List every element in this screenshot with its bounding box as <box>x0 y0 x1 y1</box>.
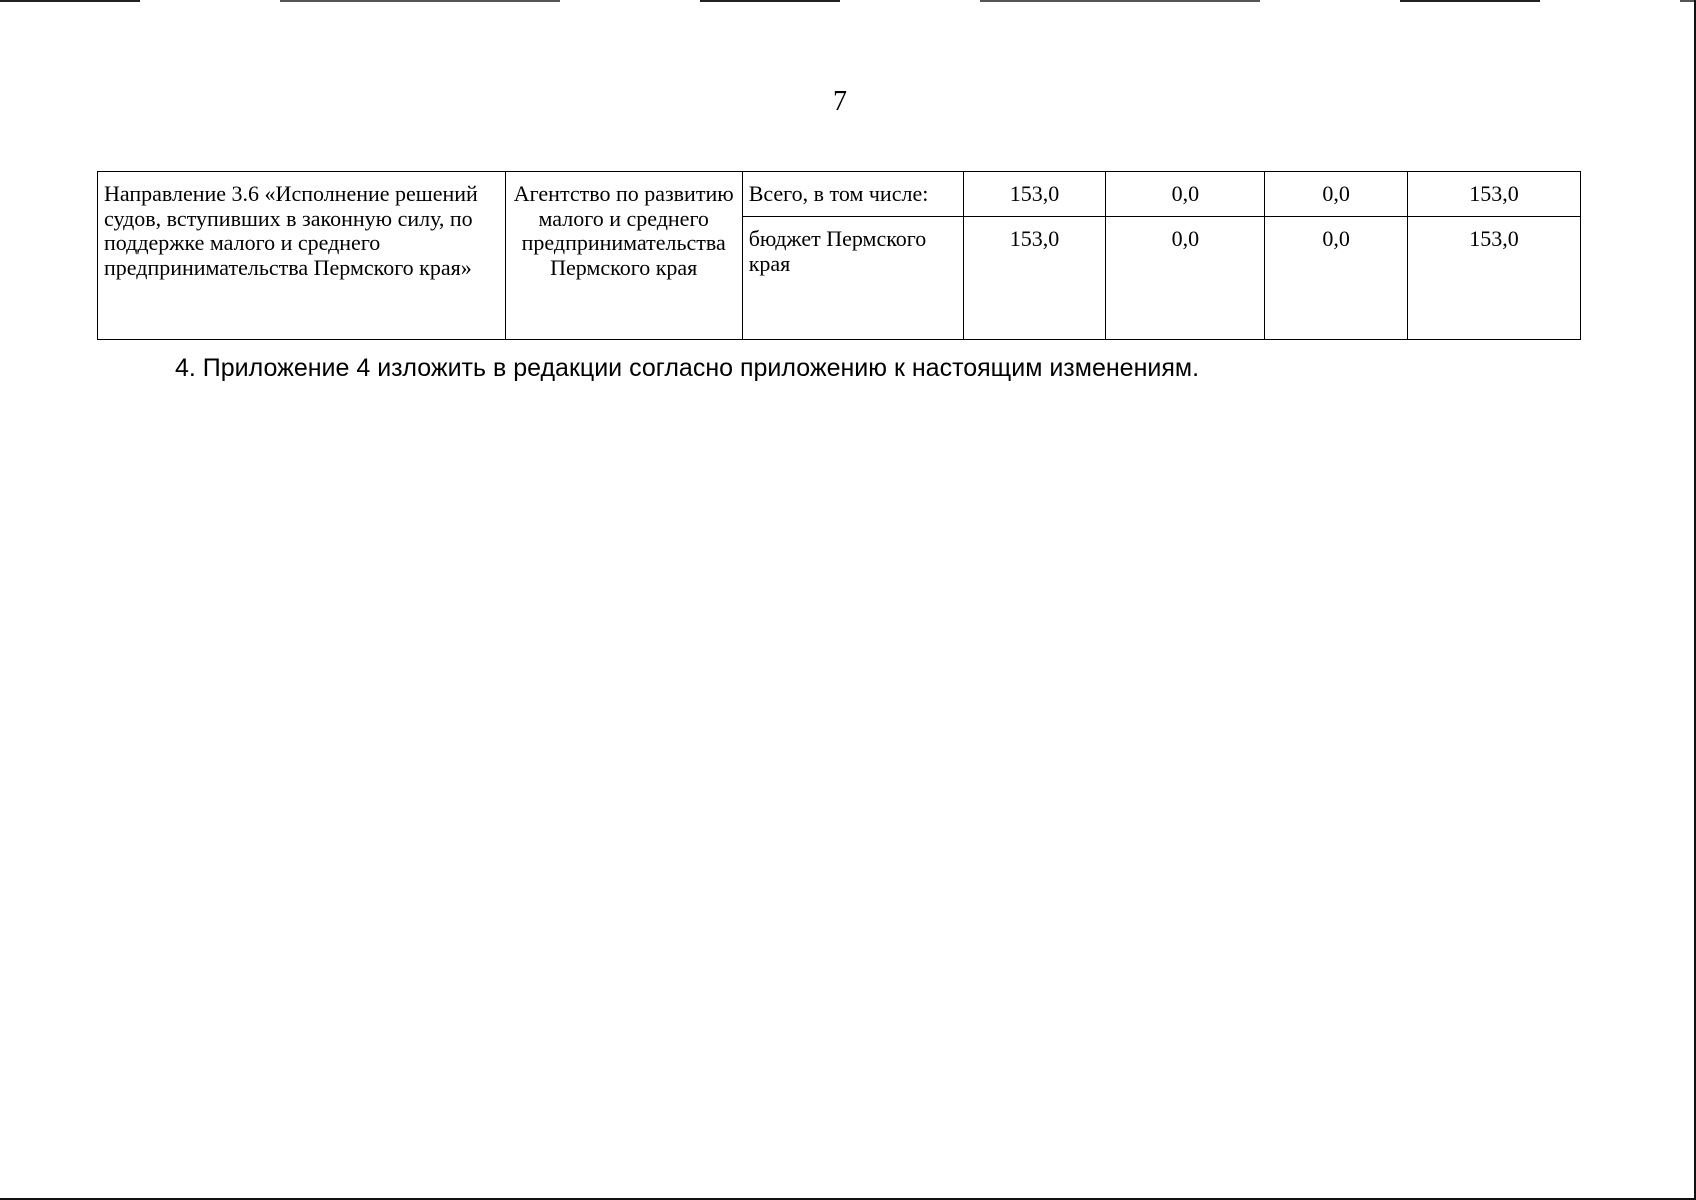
direction-cell: Направление 3.6 «Исполнение решений судов, вступивших в законную силу, по поддержке малого и среднего предпринимательства Пермского края» <box>98 172 506 340</box>
agency-cell: Агентство по развитию малого и среднего предпринимательства Пермского края <box>505 172 742 340</box>
value-cell: 153,0 <box>1408 217 1581 340</box>
value-cell: 153,0 <box>1408 172 1581 217</box>
value-cell: 153,0 <box>963 217 1106 340</box>
value-cell: 0,0 <box>1106 172 1265 217</box>
budget-table <box>97 171 1581 340</box>
table-row <box>98 172 1581 217</box>
paragraph-text: 4. Приложение 4 изложить в редакции согласно приложению к настоящим изменениям. <box>175 354 1200 382</box>
scan-edge-top <box>0 0 1696 2</box>
value-cell: 153,0 <box>963 172 1106 217</box>
source-cell: бюджет Пермского края <box>742 217 963 340</box>
page-number: 7 <box>833 86 847 117</box>
value-cell: 0,0 <box>1106 217 1265 340</box>
value-cell: 0,0 <box>1265 217 1408 340</box>
source-cell: Всего, в том числе: <box>742 172 963 217</box>
value-cell: 0,0 <box>1265 172 1408 217</box>
